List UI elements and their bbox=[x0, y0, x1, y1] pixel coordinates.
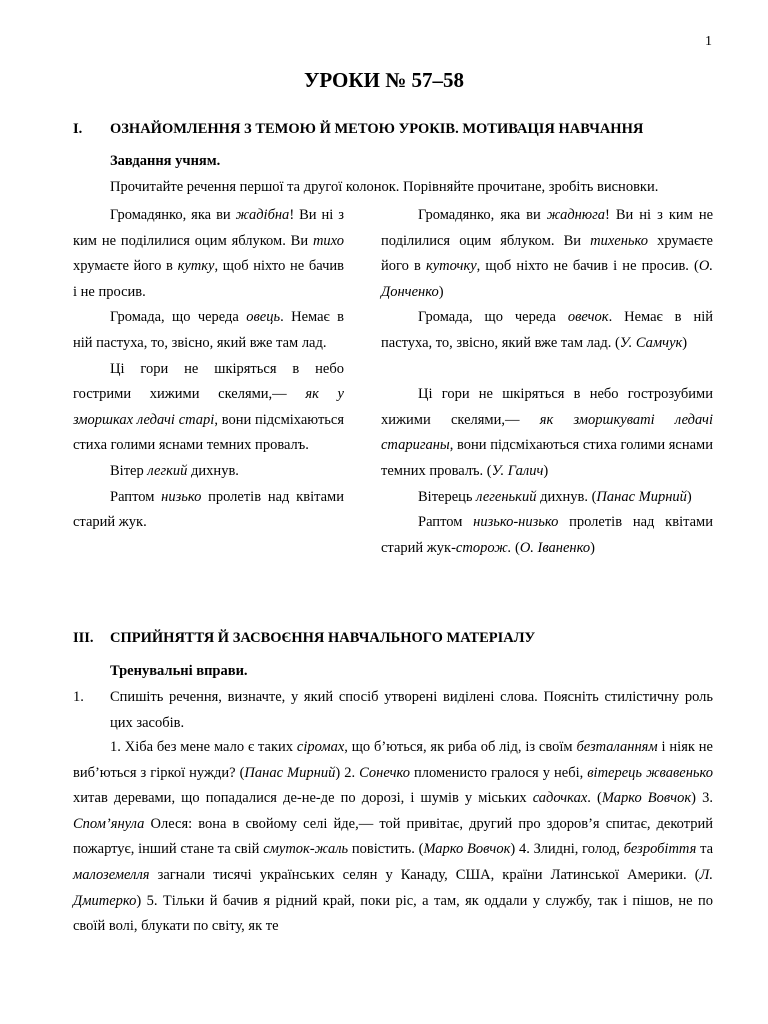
exercises-label: Тренувальні вправи. bbox=[110, 663, 248, 679]
section-3-heading bbox=[73, 630, 713, 647]
section-3-number: III. bbox=[73, 630, 94, 646]
task-instruction: Прочитайте речення першої та другої колонок. Порівняйте прочитане, зробіть висновки. bbox=[110, 179, 659, 195]
left-paragraph-4: Вітер легкий дихнув. bbox=[110, 462, 239, 479]
exercise-1-number: 1. bbox=[73, 689, 84, 705]
right-paragraph-2: Громада, що череда овечок. Немає в ній пастуха, то, звісно, який вже там лад. (У. Самчук) bbox=[381, 309, 713, 351]
left-paragraph-3: Ці гори не шкіряться в небо гострими хижими скелями,— як у зморшках ледачі старі, вони підсміхаються стиха голими яснами темних провалъ. bbox=[73, 360, 344, 454]
right-paragraph-1: Громадянко, яка ви жаднюга! Ви ні з ким не поділилися оцим яблуком. Ви тихенько хрумаєте його в куточку, щоб ніхто не бачив і не просив. (О. Донченко) bbox=[381, 207, 714, 300]
exercise-passage: 1. Хіба без мене мало є таких сіромах, що б’ються, як риба об лід, із своїм безталанням і ніяк не виб’ються з гіркої нужди? (Панас Мирний) 2. Сонечко пломенисто гралося у небі, вітерець жвавенько хитав деревами, що попадалися де-не-де по дорозі, і шумів у міських садочках. (Марко Вовчок) 3. Спом’янула Олеся: вона в свойому селі йде,— той привітає, другий про здоров’я спитає, декотрий пожартує, інший стане та свій смуток-жаль повістить. (Марко Вовчок) 4. Злидні, голод, безробіття та малоземелля загнали тисячі українських селян у Канаду, США, країни Латинської Америки. (Л. Дмитерко) 5. Тільки й бачив я рідний край, поки ріс, а там, як оддали у службу, так і пішов, не по своїй волі, блукати по світу, як те bbox=[73, 739, 714, 935]
left-paragraph-2: Громада, що череда овець. Немає в ній пастуха, то, звісно, який вже там лад. bbox=[73, 309, 344, 351]
page-title: УРОКИ № 57–58 bbox=[303, 68, 465, 92]
right-paragraph-3: Ці гори не шкіряться в небо гострозубими хижими скелями,— як зморшкуваті ледачі стариганы, вони підсміхаються стиха голими яснами темних провалъ. (У. Галич) bbox=[381, 386, 713, 479]
section-1-number: I. bbox=[73, 121, 83, 137]
left-paragraph-5: Раптом низько пролетів над квітами старий жук. bbox=[73, 488, 344, 531]
left-paragraph-1: Громадянко, яка ви жадібна! Ви ні з ким не поділилися оцим яблуком. Ви тихо хрумаєте його в кутку, щоб ніхто не бачив і не просив. bbox=[73, 207, 345, 300]
task-label: Завдання учням. bbox=[110, 153, 221, 169]
right-paragraph-5: Раптом низько-низько пролетів над квітами старий жук-сторож. (О. Іваненко) bbox=[381, 514, 713, 556]
section-3-title: СПРИЙНЯТТЯ Й ЗАСВОЄННЯ НАВЧАЛЬНОГО МАТЕРІАЛУ bbox=[110, 630, 536, 646]
page-number: 1 bbox=[705, 34, 712, 49]
section-1-title: ОЗНАЙОМЛЕННЯ З ТЕМОЮ Й МЕТОЮ УРОКІВ. МОТИВАЦІЯ НАВЧАННЯ bbox=[110, 121, 644, 137]
right-paragraph-4: Вітерець легенький дихнув. (Панас Мирний) bbox=[418, 488, 692, 505]
exercise-1-text: Спишіть речення, визначте, у який спосіб утворені виділені слова. Поясніть стилістичну роль цих засобів. bbox=[110, 689, 713, 731]
section-1-heading bbox=[73, 121, 713, 138]
left-column bbox=[73, 203, 344, 536]
right-column bbox=[381, 203, 713, 561]
